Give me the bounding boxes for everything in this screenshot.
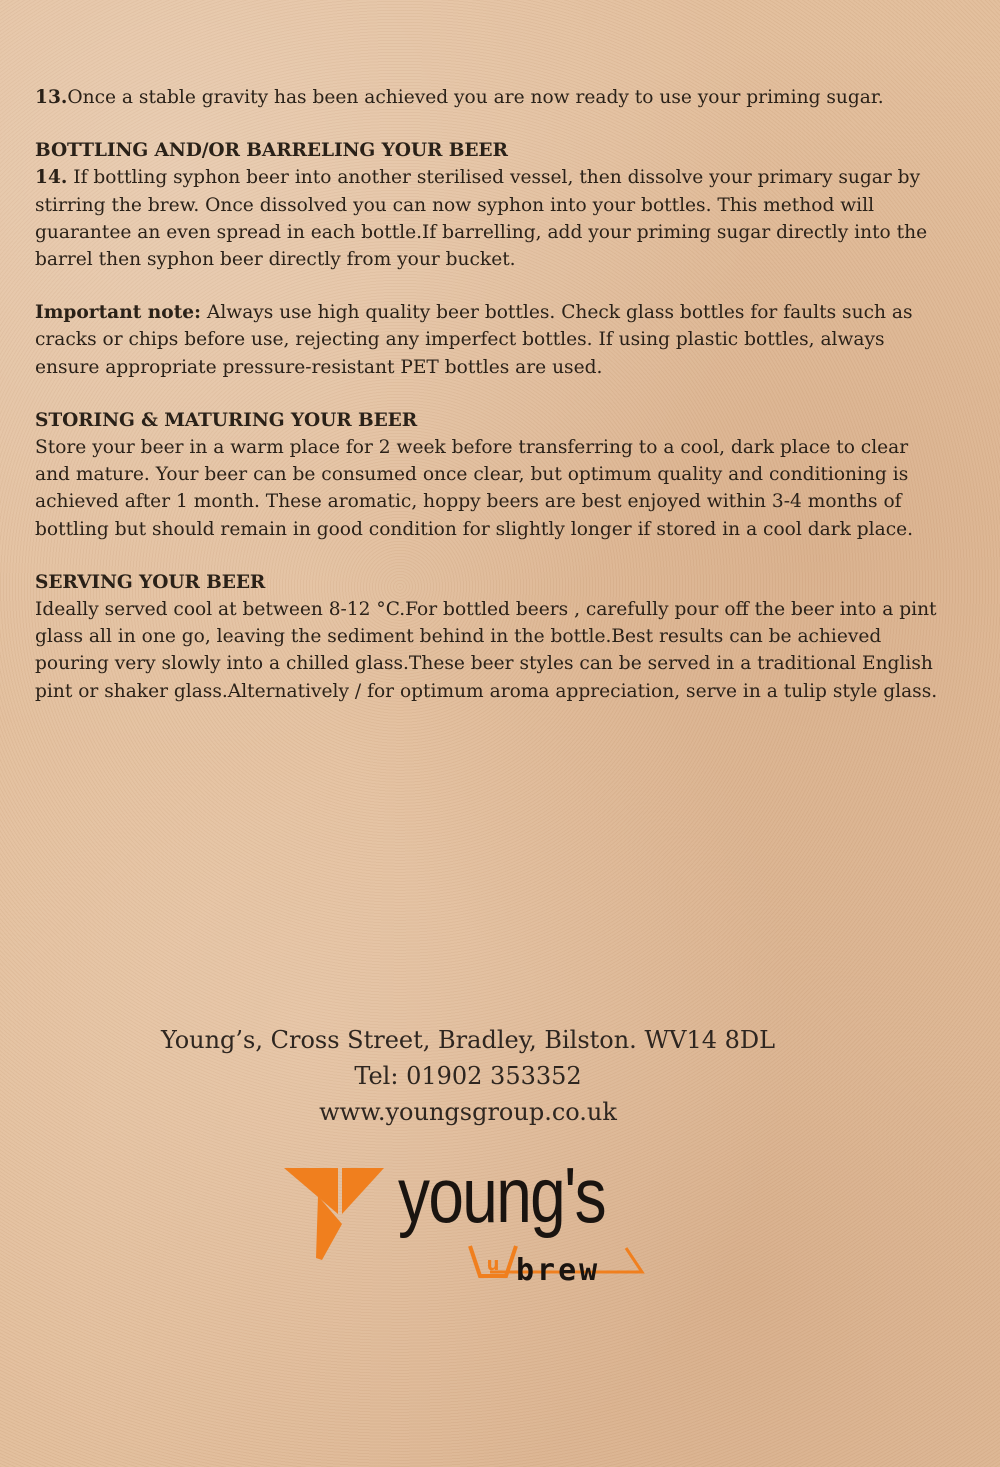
storing-text: Store your beer in a warm place for 2 week before transferring to a cool, dark place to clear and mature. Your beer can be consumed once clear, but optimum quality and conditioning is achieved after 1 month. These aromatic, hoppy beers are best enjoyed within 3-4 months of bottling but should remain in good condition for slightly longer if stored in a cool dark place. bbox=[35, 437, 914, 540]
bottling-heading: BOTTLING AND/OR BARRELING YOUR BEER bbox=[35, 140, 508, 162]
section-bottling bbox=[35, 137, 940, 273]
contact-tel: Tel: 01902 353352 bbox=[354, 1062, 582, 1090]
contact-address: Young’s, Cross Street, Bradley, Bilston. WV14 8DL bbox=[160, 1026, 776, 1054]
important-note-text: Always use high quality beer bottles. Check glass bottles for faults such as cracks or chips before use, rejecting any imperfect bottles. If using plastic bottles, always ensure appropriate pressure-resistant PET bottles are used. bbox=[35, 302, 913, 378]
section-storing bbox=[35, 407, 940, 543]
important-note-lead: Important note: bbox=[35, 302, 201, 324]
step-13-text: Once a stable gravity has been achieved you are now ready to use your priming sugar. bbox=[67, 87, 884, 108]
step-14-text: If bottling syphon beer into another sterilised vessel, then dissolve your primary sugar by stirring the brew. Once dissolved you can now syphon into your bottles. This method will guarantee an even spread in each bottle.If barrelling, add your priming sugar directly into the barrel then syphon beer directly from your bucket. bbox=[35, 167, 928, 271]
instructions-body bbox=[35, 84, 940, 731]
storing-heading: STORING & MATURING YOUR BEER bbox=[35, 409, 418, 431]
contact-web: www.youngsgroup.co.uk bbox=[319, 1098, 617, 1126]
serving-heading: SERVING YOUR BEER bbox=[35, 571, 266, 593]
step-14 bbox=[35, 164, 940, 273]
serving-text: Ideally served cool at between 8-12 °C.For bottled beers , carefully pour off the beer into a pint glass all in one go, leaving the sediment behind in the bottle.Best results can be achieved pouring very slowly into a chilled glass.These beer styles can be served in a traditional English pint or shaker glass.Alternatively / for optimum aroma appreciation, serve in a tulip style glass. bbox=[35, 599, 938, 702]
step-14-number: 14. bbox=[35, 167, 68, 189]
section-serving bbox=[35, 569, 940, 705]
svg-text:u: u bbox=[486, 1254, 500, 1275]
step-13 bbox=[35, 84, 940, 111]
logo-brew-wordmark: brew bbox=[516, 1253, 601, 1288]
logo-wordmark: young's bbox=[398, 1151, 605, 1239]
contact-block bbox=[0, 1022, 936, 1130]
important-note bbox=[35, 299, 940, 381]
step-13-number: 13. bbox=[35, 87, 68, 108]
youngs-brew-logo bbox=[280, 1150, 660, 1300]
